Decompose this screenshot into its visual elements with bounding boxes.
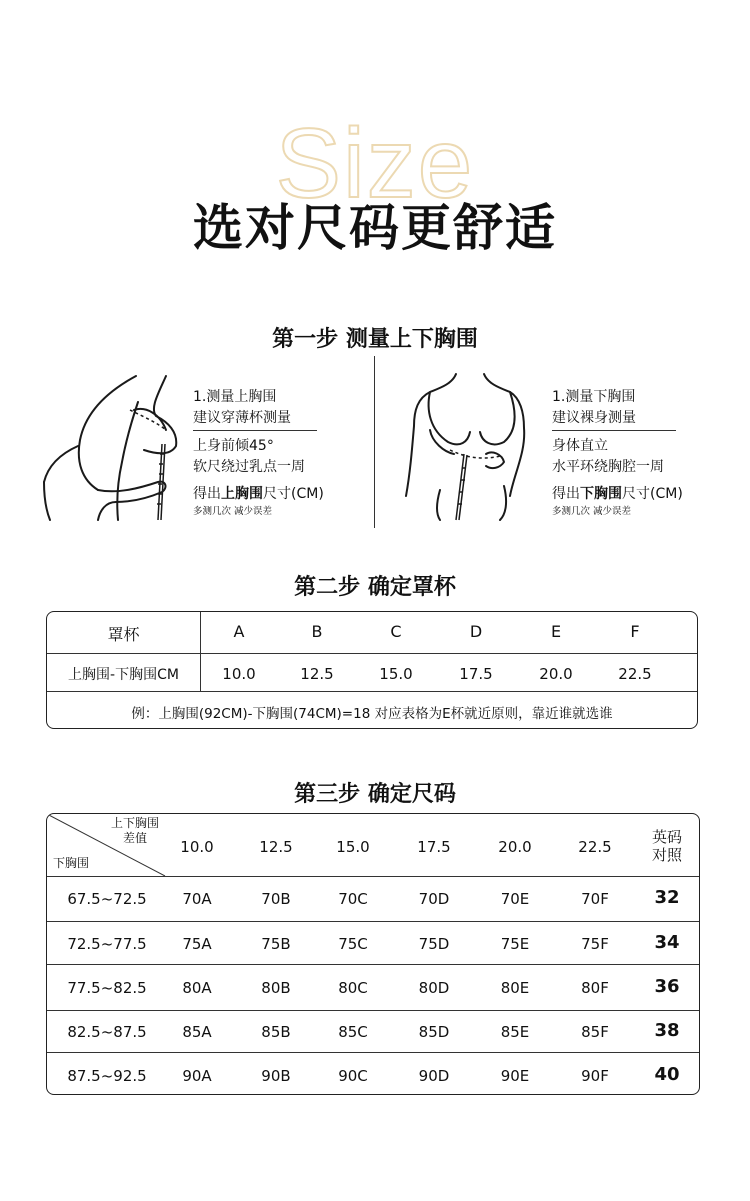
cup-table [46,611,698,729]
table-divider [47,653,697,654]
cup-cell: B [311,622,323,641]
under-bust-line2: 建议裸身测量 [552,410,636,426]
size-cell: 80B [261,979,291,997]
page-title: 选对尺码更舒适 [193,199,557,257]
under-bust-illustration [400,370,540,522]
cup-header-label: 罩杯 [107,625,140,644]
diff-cell: 17.5 [459,665,493,683]
table-divider [200,612,201,691]
step1-title: 第一步 测量上下胸围 [272,327,478,352]
diff-cell: 15.0 [379,665,413,683]
size-cell: 75F [581,935,609,953]
under-bust-method [552,436,664,478]
diff-header: 15.0 [336,838,370,856]
cup-cell: D [469,622,483,641]
table-divider [47,691,697,692]
range-cell: 67.5~72.5 [67,890,147,908]
size-cell: 90E [500,1067,530,1085]
upper-bust-line3: 上身前倾45° [193,438,274,454]
cup-cell: C [390,622,402,641]
size-cell: 80A [182,979,212,997]
uk-cell: 32 [654,887,680,908]
table-divider [47,1010,699,1011]
corner-top-label [105,816,165,846]
uk-header [637,828,697,864]
size-cell: 80E [500,979,530,997]
cup-example: 例：上胸围(92CM)-下胸围(74CM)=18 对应表格为E杯就近原则，靠近谁就选谁 [131,706,613,722]
diff-header: 20.0 [498,838,532,856]
uk-header-line1: 英码 [651,828,682,846]
uk-cell: 34 [654,932,680,953]
upper-bust-line2: 建议穿薄杯测量 [193,410,291,426]
size-cell: 70B [261,890,291,908]
range-cell: 82.5~87.5 [67,1023,147,1041]
range-cell: 77.5~82.5 [67,979,147,997]
size-cell: 90D [418,1067,450,1085]
uk-header-line2: 对照 [651,846,682,864]
range-cell: 87.5~92.5 [67,1067,147,1085]
table-divider [47,876,699,877]
size-cell: 70E [500,890,530,908]
cup-cell: A [233,622,245,641]
under-bust-instructions [552,387,636,429]
divider [552,430,676,431]
size-cell: 70F [581,890,609,908]
diff-header: 17.5 [417,838,451,856]
table-divider [47,964,699,965]
uk-cell: 40 [654,1064,680,1085]
uk-cell: 36 [654,976,680,997]
under-bust-result [552,484,683,518]
uk-cell: 38 [654,1020,680,1041]
upper-bust-instructions [193,387,291,429]
upper-bust-illustration [38,370,188,522]
table-divider [47,921,699,922]
size-cell: 75E [500,935,530,953]
result-tip: 多测几次 减少误差 [552,506,632,517]
result-prefix: 得出 [552,486,580,502]
size-cell: 70D [418,890,450,908]
upper-bust-result [193,484,324,518]
size-cell: 85D [418,1023,450,1041]
result-suffix: 尺寸(CM) [263,486,324,502]
size-cell: 90C [338,1067,368,1085]
result-tip: 多测几次 减少误差 [193,506,273,517]
corner-top-line1: 上下胸围 [110,816,159,830]
result-prefix: 得出 [193,486,221,502]
size-cell: 85A [182,1023,212,1041]
divider [193,430,317,431]
upper-bust-line1: 1.测量上胸围 [193,389,277,405]
size-cell: 75C [338,935,368,953]
step3-title: 第三步 确定尺码 [294,782,456,807]
size-cell: 85C [338,1023,368,1041]
size-cell: 85F [581,1023,609,1041]
upper-bust-method [193,436,305,478]
size-cell: 85E [500,1023,530,1041]
cup-cell: F [630,622,640,641]
result-suffix: 尺寸(CM) [622,486,683,502]
result-bold: 下胸围 [580,486,622,502]
under-bust-line1: 1.测量下胸围 [552,389,636,405]
size-cell: 75A [182,935,212,953]
size-cell: 75B [261,935,291,953]
diff-cell: 12.5 [300,665,334,683]
diff-header: 12.5 [259,838,293,856]
size-cell: 90F [581,1067,609,1085]
under-bust-line4: 水平环绕胸腔一周 [552,459,664,475]
upper-bust-line4: 软尺绕过乳点一周 [193,459,305,475]
result-bold: 上胸围 [221,486,263,502]
step2-title: 第二步 确定罩杯 [294,575,456,600]
size-table [46,813,700,1095]
corner-top-line2: 差值 [122,831,147,845]
diff-cell: 22.5 [618,665,652,683]
size-cell: 75D [418,935,450,953]
size-cell: 80D [418,979,450,997]
corner-bottom-label: 下胸围 [53,856,90,870]
diff-label: 上胸围-下胸围CM [68,667,179,683]
size-cell: 80F [581,979,609,997]
size-cell: 90B [261,1067,291,1085]
diff-header: 22.5 [578,838,612,856]
step1-divider [374,356,375,528]
size-watermark: Size [275,108,475,218]
cup-cell: E [550,622,562,641]
table-divider [47,1052,699,1053]
size-cell: 85B [261,1023,291,1041]
range-cell: 72.5~77.5 [67,935,147,953]
size-cell: 80C [338,979,368,997]
size-cell: 90A [182,1067,212,1085]
size-cell: 70A [182,890,212,908]
diff-cell: 10.0 [222,665,256,683]
diff-header: 10.0 [180,838,214,856]
size-cell: 70C [338,890,368,908]
diff-cell: 20.0 [539,665,573,683]
under-bust-line3: 身体直立 [552,438,608,454]
